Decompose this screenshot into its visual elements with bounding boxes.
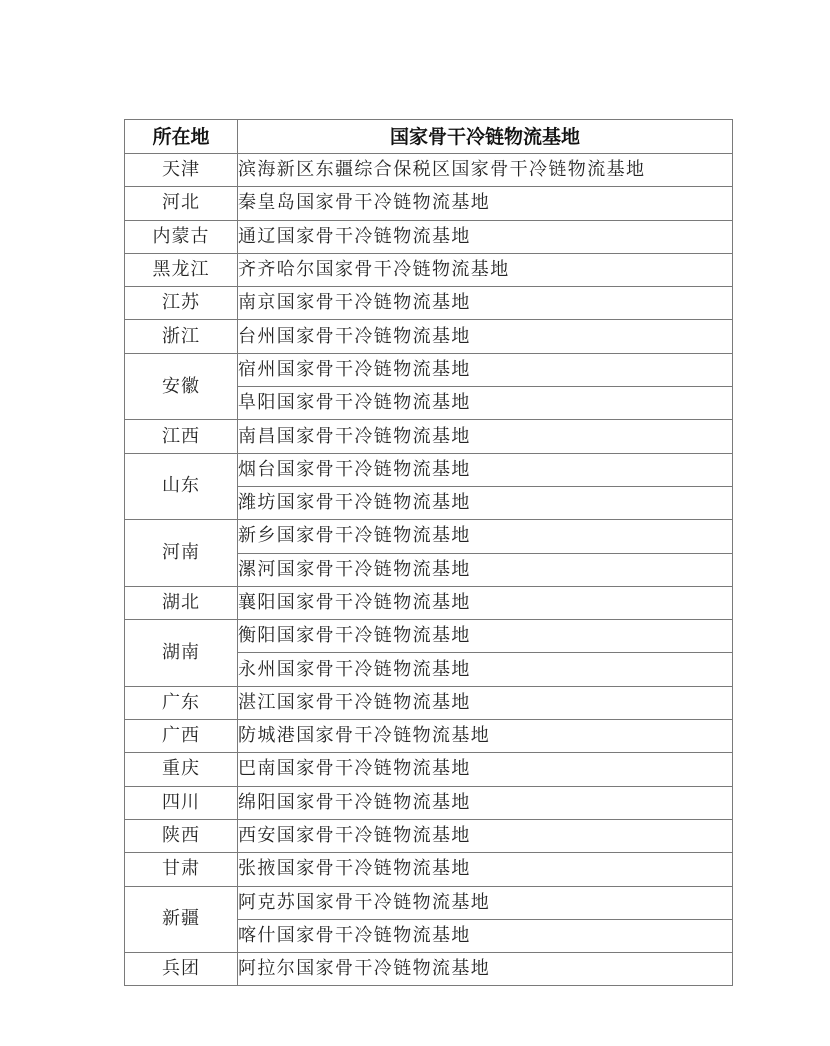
- base-name-cell: 南昌国家骨干冷链物流基地: [238, 420, 733, 453]
- base-name-cell: 防城港国家骨干冷链物流基地: [238, 720, 733, 753]
- location-cell: 浙江: [125, 320, 238, 353]
- table-row: [125, 453, 733, 486]
- header-base: 国家骨干冷链物流基地: [238, 120, 733, 154]
- table-row: [125, 853, 733, 886]
- table-body: [125, 154, 733, 986]
- table-row: [125, 886, 733, 919]
- location-cell: 河南: [125, 520, 238, 587]
- base-name-cell: 宿州国家骨干冷链物流基地: [238, 353, 733, 386]
- header-location: 所在地: [125, 120, 238, 154]
- table-row: [125, 420, 733, 453]
- table-row: [125, 720, 733, 753]
- base-name-cell: 绵阳国家骨干冷链物流基地: [238, 786, 733, 819]
- location-cell: 重庆: [125, 753, 238, 786]
- table-row: [125, 819, 733, 852]
- base-name-cell: 襄阳国家骨干冷链物流基地: [238, 586, 733, 619]
- table-row: [125, 620, 733, 653]
- location-cell: 广东: [125, 686, 238, 719]
- base-name-cell: 南京国家骨干冷链物流基地: [238, 287, 733, 320]
- location-cell: 内蒙古: [125, 220, 238, 253]
- table-row: [125, 287, 733, 320]
- base-name-cell: 阜阳国家骨干冷链物流基地: [238, 387, 733, 420]
- table-row: [125, 753, 733, 786]
- table-row: [125, 187, 733, 220]
- base-name-cell: 永州国家骨干冷链物流基地: [238, 653, 733, 686]
- cold-chain-base-table: [124, 119, 733, 986]
- location-cell: 黑龙江: [125, 253, 238, 286]
- location-cell: 湖南: [125, 620, 238, 687]
- base-name-cell: 新乡国家骨干冷链物流基地: [238, 520, 733, 553]
- location-cell: 新疆: [125, 886, 238, 953]
- table-header-row: [125, 120, 733, 154]
- table-row: [125, 786, 733, 819]
- base-name-cell: 巴南国家骨干冷链物流基地: [238, 753, 733, 786]
- location-cell: 河北: [125, 187, 238, 220]
- base-name-cell: 通辽国家骨干冷链物流基地: [238, 220, 733, 253]
- location-cell: 江苏: [125, 287, 238, 320]
- table-row: [125, 586, 733, 619]
- table-row: [125, 953, 733, 986]
- base-name-cell: 张掖国家骨干冷链物流基地: [238, 853, 733, 886]
- table-row: [125, 353, 733, 386]
- base-name-cell: 阿克苏国家骨干冷链物流基地: [238, 886, 733, 919]
- location-cell: 陕西: [125, 819, 238, 852]
- base-name-cell: 衡阳国家骨干冷链物流基地: [238, 620, 733, 653]
- base-name-cell: 烟台国家骨干冷链物流基地: [238, 453, 733, 486]
- location-cell: 江西: [125, 420, 238, 453]
- table-row: [125, 520, 733, 553]
- location-cell: 湖北: [125, 586, 238, 619]
- table-row: [125, 220, 733, 253]
- location-cell: 山东: [125, 453, 238, 520]
- location-cell: 甘肃: [125, 853, 238, 886]
- table-row: [125, 253, 733, 286]
- location-cell: 安徽: [125, 353, 238, 420]
- table-row: [125, 320, 733, 353]
- location-cell: 四川: [125, 786, 238, 819]
- base-name-cell: 漯河国家骨干冷链物流基地: [238, 553, 733, 586]
- table-row: [125, 686, 733, 719]
- base-name-cell: 西安国家骨干冷链物流基地: [238, 819, 733, 852]
- table-row: [125, 154, 733, 187]
- location-cell: 兵团: [125, 953, 238, 986]
- base-name-cell: 潍坊国家骨干冷链物流基地: [238, 486, 733, 519]
- base-name-cell: 秦皇岛国家骨干冷链物流基地: [238, 187, 733, 220]
- base-name-cell: 齐齐哈尔国家骨干冷链物流基地: [238, 253, 733, 286]
- location-cell: 广西: [125, 720, 238, 753]
- location-cell: 天津: [125, 154, 238, 187]
- base-name-cell: 湛江国家骨干冷链物流基地: [238, 686, 733, 719]
- base-name-cell: 滨海新区东疆综合保税区国家骨干冷链物流基地: [238, 154, 733, 187]
- base-name-cell: 阿拉尔国家骨干冷链物流基地: [238, 953, 733, 986]
- base-name-cell: 喀什国家骨干冷链物流基地: [238, 919, 733, 952]
- base-name-cell: 台州国家骨干冷链物流基地: [238, 320, 733, 353]
